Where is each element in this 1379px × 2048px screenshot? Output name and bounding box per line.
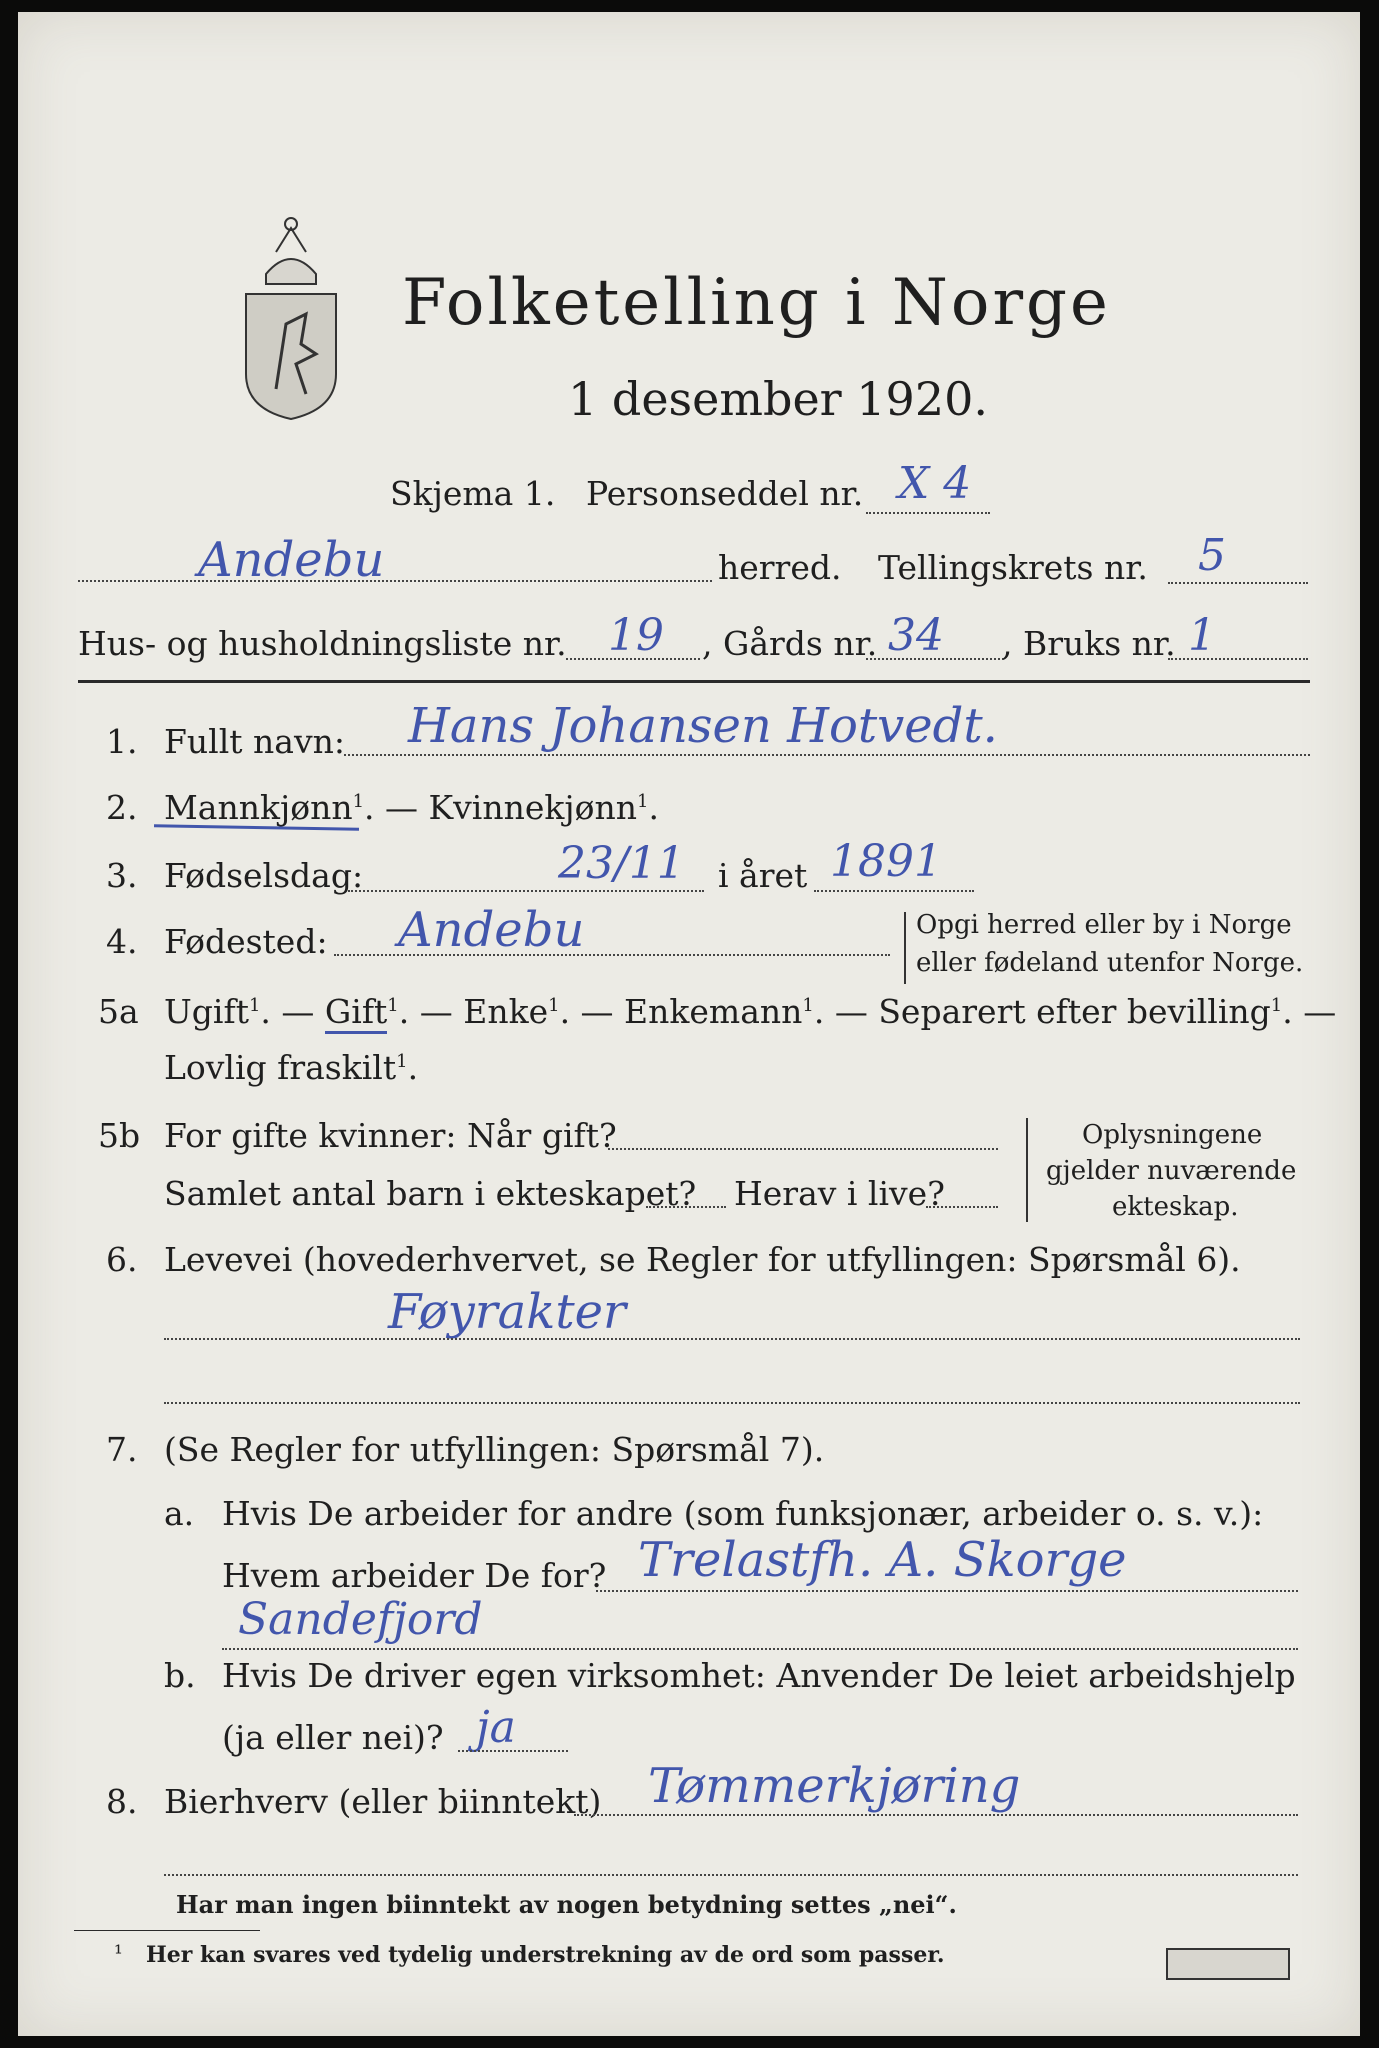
- footer-note: Har man ingen biinntekt av nogen betydning settes „nei“.: [176, 1890, 957, 1919]
- q7b-letter: b.: [164, 1656, 196, 1695]
- tellingskrets-value[interactable]: 5: [1198, 530, 1226, 581]
- tellingskrets-label: Tellingskrets nr.: [878, 548, 1148, 587]
- q7a-value1[interactable]: Trelastfh. A. Skorge: [638, 1532, 1127, 1588]
- q1-number: 1.: [106, 722, 138, 761]
- q8-label: Bierhverv (eller biinntekt): [164, 1782, 602, 1821]
- gards-line: [866, 658, 1004, 660]
- q5a-gift[interactable]: Gift: [325, 992, 387, 1034]
- q3-year-line: [814, 890, 974, 892]
- q5b-line2b-dots: [926, 1206, 998, 1208]
- q1-value[interactable]: Hans Johansen Hotvedt.: [408, 698, 998, 754]
- q3-day-line: [348, 890, 704, 892]
- q7a-line3-dots: [222, 1648, 1298, 1650]
- printer-stamp-icon: [1166, 1948, 1290, 1980]
- form-date: 1 desember 1920.: [568, 372, 988, 426]
- personseddel-value[interactable]: X 4: [898, 458, 972, 509]
- husholdning-label: Hus- og husholdningsliste nr.: [78, 624, 567, 663]
- footnote-mark: ¹: [114, 1942, 123, 1967]
- schema-label: Skjema 1.: [390, 474, 556, 513]
- q8-line1: [574, 1814, 1298, 1816]
- q7a-value2[interactable]: Sandefjord: [238, 1594, 483, 1645]
- q5a-enkemann[interactable]: Enkemann: [624, 992, 803, 1031]
- husholdning-value[interactable]: 19: [608, 610, 664, 661]
- q4-note-line1: Opgi herred eller by i Norge: [916, 910, 1292, 940]
- q5b-line2-dots: [646, 1206, 726, 1208]
- form-title: Folketelling i Norge: [402, 266, 1111, 340]
- q3-label: Fødselsdag:: [164, 856, 364, 895]
- q4-note-line2: eller fødeland utenfor Norge.: [916, 948, 1304, 978]
- herred-label: herred.: [718, 548, 842, 587]
- q3-year-label: i året: [718, 856, 808, 895]
- q7b-line1: Hvis De driver egen virksomhet: Anvender De leiet arbeidshjelp: [222, 1656, 1296, 1695]
- tellingskrets-line: [1168, 582, 1308, 584]
- footnote-text: Her kan svares ved tydelig understrekning av de ord som passer.: [146, 1942, 945, 1968]
- q8-value[interactable]: Tømmerkjøring: [648, 1758, 1021, 1814]
- q4-label: Fødested:: [164, 922, 328, 961]
- herred-line: [78, 580, 712, 582]
- q7a-line1: Hvis De arbeider for andre (som funksjonær, arbeider o. s. v.):: [222, 1494, 1264, 1533]
- header-divider: [78, 680, 1310, 683]
- q7b-line2: (ja eller nei)?: [222, 1718, 444, 1757]
- q7-label: (Se Regler for utfyllingen: Spørsmål 7).: [164, 1430, 825, 1469]
- footnote-rule: [74, 1930, 260, 1931]
- q5a-row: Ugift$^1$. — Gift$^1$. — Enke$^1$. — Enkemann$^1$. — Separert efter bevilling$^1$. —: [164, 992, 1336, 1031]
- personseddel-line: [866, 512, 990, 514]
- q5b-note2: gjelder nuværende: [1046, 1156, 1297, 1186]
- q2-row: Mannkjønn$^1$. — Kvinnekjønn$^1$.: [164, 788, 659, 827]
- q7b-line2-dots: [458, 1750, 568, 1752]
- q5b-line1: For gifte kvinner: Når gift?: [164, 1116, 617, 1155]
- q2-number: 2.: [106, 788, 138, 827]
- gards-value[interactable]: 34: [888, 610, 944, 661]
- q4-line: [334, 954, 890, 956]
- q5b-brace: [1026, 1118, 1028, 1222]
- q7a-letter: a.: [164, 1494, 195, 1533]
- q2-male[interactable]: Mannkjønn: [164, 788, 353, 827]
- q1-line: [344, 754, 1310, 756]
- gards-label: , Gårds nr.: [702, 624, 878, 663]
- q3-day-value[interactable]: 23/11: [558, 838, 685, 889]
- husholdning-line: [566, 658, 700, 660]
- q6-number: 6.: [106, 1240, 138, 1279]
- q5b-line2b: Herav i live?: [734, 1174, 945, 1213]
- bruks-value[interactable]: 1: [1188, 610, 1216, 661]
- q4-number: 4.: [106, 922, 138, 961]
- q3-year-value[interactable]: 1891: [830, 836, 942, 887]
- personseddel-label: Personseddel nr.: [586, 474, 864, 513]
- q5b-note1: Oplysningene: [1082, 1120, 1263, 1150]
- q5a-number: 5a: [98, 992, 139, 1031]
- q5a-ugift[interactable]: Ugift: [164, 992, 249, 1031]
- q7a-line2-dots: [596, 1590, 1298, 1592]
- q5a-row2: Lovlig fraskilt$^1$.: [164, 1048, 419, 1087]
- q5b-line1-dots: [608, 1148, 998, 1150]
- coat-of-arms-icon: [236, 204, 346, 424]
- q8-line2: [164, 1874, 1298, 1876]
- q7a-line2: Hvem arbeider De for?: [222, 1556, 607, 1595]
- census-form-sheet: [18, 12, 1360, 2036]
- q1-label: Fullt navn:: [164, 722, 345, 761]
- q8-number: 8.: [106, 1782, 138, 1821]
- bruks-line: [1168, 658, 1308, 660]
- q4-brace: [904, 912, 906, 984]
- q5b-note3: ekteskap.: [1112, 1192, 1239, 1222]
- q6-value[interactable]: Føyrakter: [388, 1284, 626, 1340]
- q2-female[interactable]: Kvinnekjønn: [428, 788, 638, 827]
- q6-label: Levevei (hovederhvervet, se Regler for utfyllingen: Spørsmål 6).: [164, 1240, 1241, 1279]
- q6-line1: [164, 1338, 1300, 1340]
- bruks-label: , Bruks nr.: [1002, 624, 1176, 663]
- q5a-enke[interactable]: Enke: [463, 992, 549, 1031]
- q6-line2: [164, 1402, 1300, 1404]
- q5a-fraskilt[interactable]: Lovlig fraskilt: [164, 1048, 397, 1087]
- q5a-separert[interactable]: Separert efter bevilling: [878, 992, 1271, 1031]
- q4-value[interactable]: Andebu: [398, 902, 585, 958]
- q3-number: 3.: [106, 856, 138, 895]
- herred-value[interactable]: Andebu: [198, 532, 385, 588]
- q5b-number: 5b: [98, 1116, 141, 1155]
- q7-number: 7.: [106, 1430, 138, 1469]
- q5b-line2: Samlet antal barn i ekteskapet?: [164, 1174, 697, 1213]
- q7b-value[interactable]: ja: [476, 1702, 516, 1753]
